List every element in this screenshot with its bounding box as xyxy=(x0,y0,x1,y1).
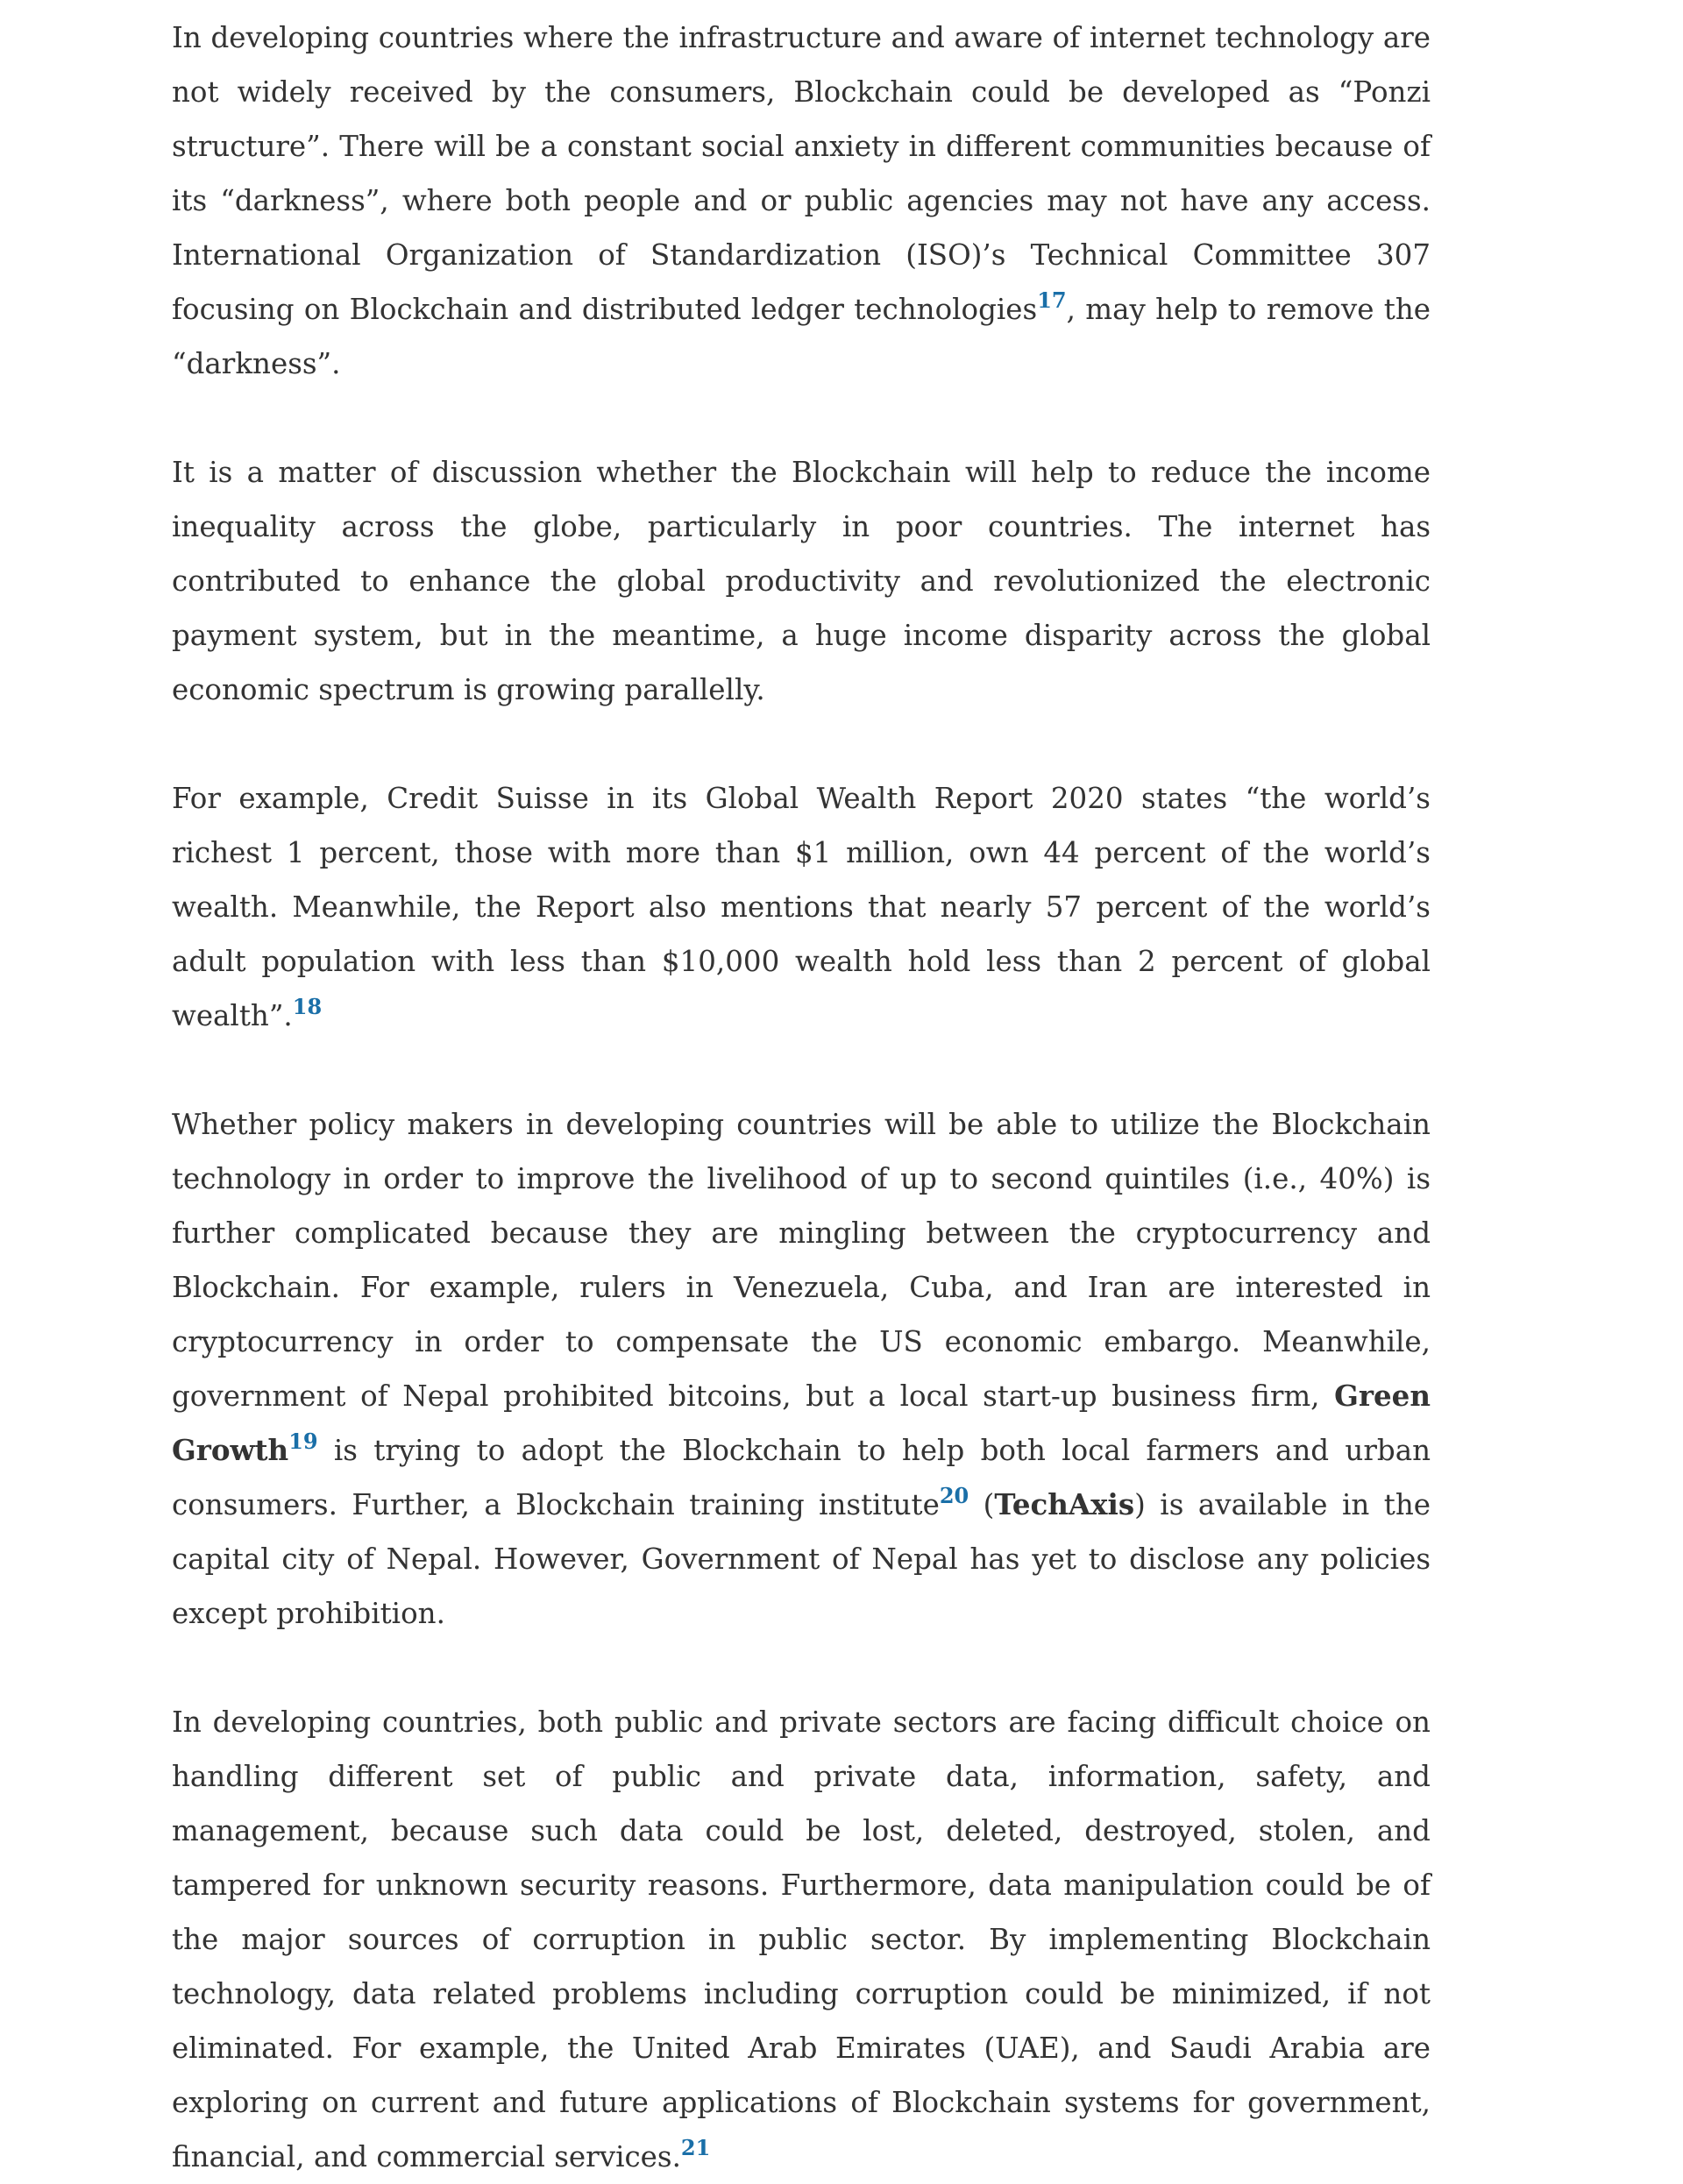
footnote-link-19[interactable]: 19 xyxy=(288,1428,318,1454)
paragraph-text: It is a matter of discussion whether the Blockchain will help to reduce the income inequality across the globe, particularly in poor countries. The internet has contributed to enhance the global productivity and revolutionized the electronic payment system, but in the meantime, a huge income disparity across the global economic spectrum is growing parallelly. xyxy=(172,456,1431,706)
company-name-green-growth: Green Growth xyxy=(172,1379,1431,1467)
footnote-link-17[interactable]: 17 xyxy=(1037,287,1067,313)
paragraph-text: ( xyxy=(969,1488,995,1521)
paragraph-text: ) is available in the capital city of Nepal. However, Government of Nepal has yet to disclose any policies except prohibition. xyxy=(172,1488,1431,1630)
paragraph-income-inequality xyxy=(172,445,1431,717)
paragraph-credit-suisse-example xyxy=(172,771,1431,1043)
paragraph-data-security xyxy=(172,1695,1431,2184)
article-body xyxy=(172,11,1431,2184)
paragraph-text: is trying to adopt the Blockchain to help both local farmers and urban consumers. Further, a Blockchain training institute xyxy=(172,1434,1431,1521)
paragraph-text: In developing countries where the infrastructure and aware of internet technology are not widely received by the consumers, Blockchain could be developed as “Ponzi structure”. There will be a constant social anxiety in different communities because of its “darkness”, where both people and or public agencies may not have any access. International Organization of Standardization (ISO)’s Technical Committee 307 focusing on Blockchain and distributed ledger technologies xyxy=(172,21,1431,326)
footnote-link-18[interactable]: 18 xyxy=(292,993,323,1019)
paragraph-text: Whether policy makers in developing countries will be able to utilize the Blockchain technology in order to improve the livelihood of up to second quintiles (i.e., 40%) is further complicated because they are mingling between the cryptocurrency and Blockchain. For example, rulers in Venezuela, Cuba, and Iran are interested in cryptocurrency in order to compensate the US economic embargo. Meanwhile, government of Nepal prohibited bitcoins, but a local start-up business firm, xyxy=(172,1108,1431,1413)
paragraph-ponzi-structure xyxy=(172,11,1431,391)
paragraph-policy-makers xyxy=(172,1097,1431,1641)
paragraph-text: For example, Credit Suisse in its Global Wealth Report 2020 states “the world’s richest 1 percent, those with more than $1 million, own 44 percent of the world’s wealth. Meanwhile, the Report also mentions that nearly 57 percent of the world’s adult population with less than $10,000 wealth hold less than 2 percent of global wealth”. xyxy=(172,782,1431,1032)
footnote-link-21[interactable]: 21 xyxy=(680,2134,711,2160)
company-name-techaxis: TechAxis xyxy=(994,1487,1135,1521)
footnote-link-20[interactable]: 20 xyxy=(939,1482,969,1508)
paragraph-text: , may help to remove the “darkness”. xyxy=(172,293,1431,380)
paragraph-text: In developing countries, both public and private sectors are facing difficult choice on handling different set of public and private data, information, safety, and management, because such data could be lost, deleted, destroyed, stolen, and tampered for unknown security reasons. Furthermore, data manipulation could be of the major sources of corruption in public sector. By implementing Blockchain technology, data related problems including corruption could be minimized, if not eliminated. For example, the United Arab Emirates (UAE), and Saudi Arabia are exploring on current and future applications of Blockchain systems for government, financial, and commercial services. xyxy=(172,1705,1431,2173)
